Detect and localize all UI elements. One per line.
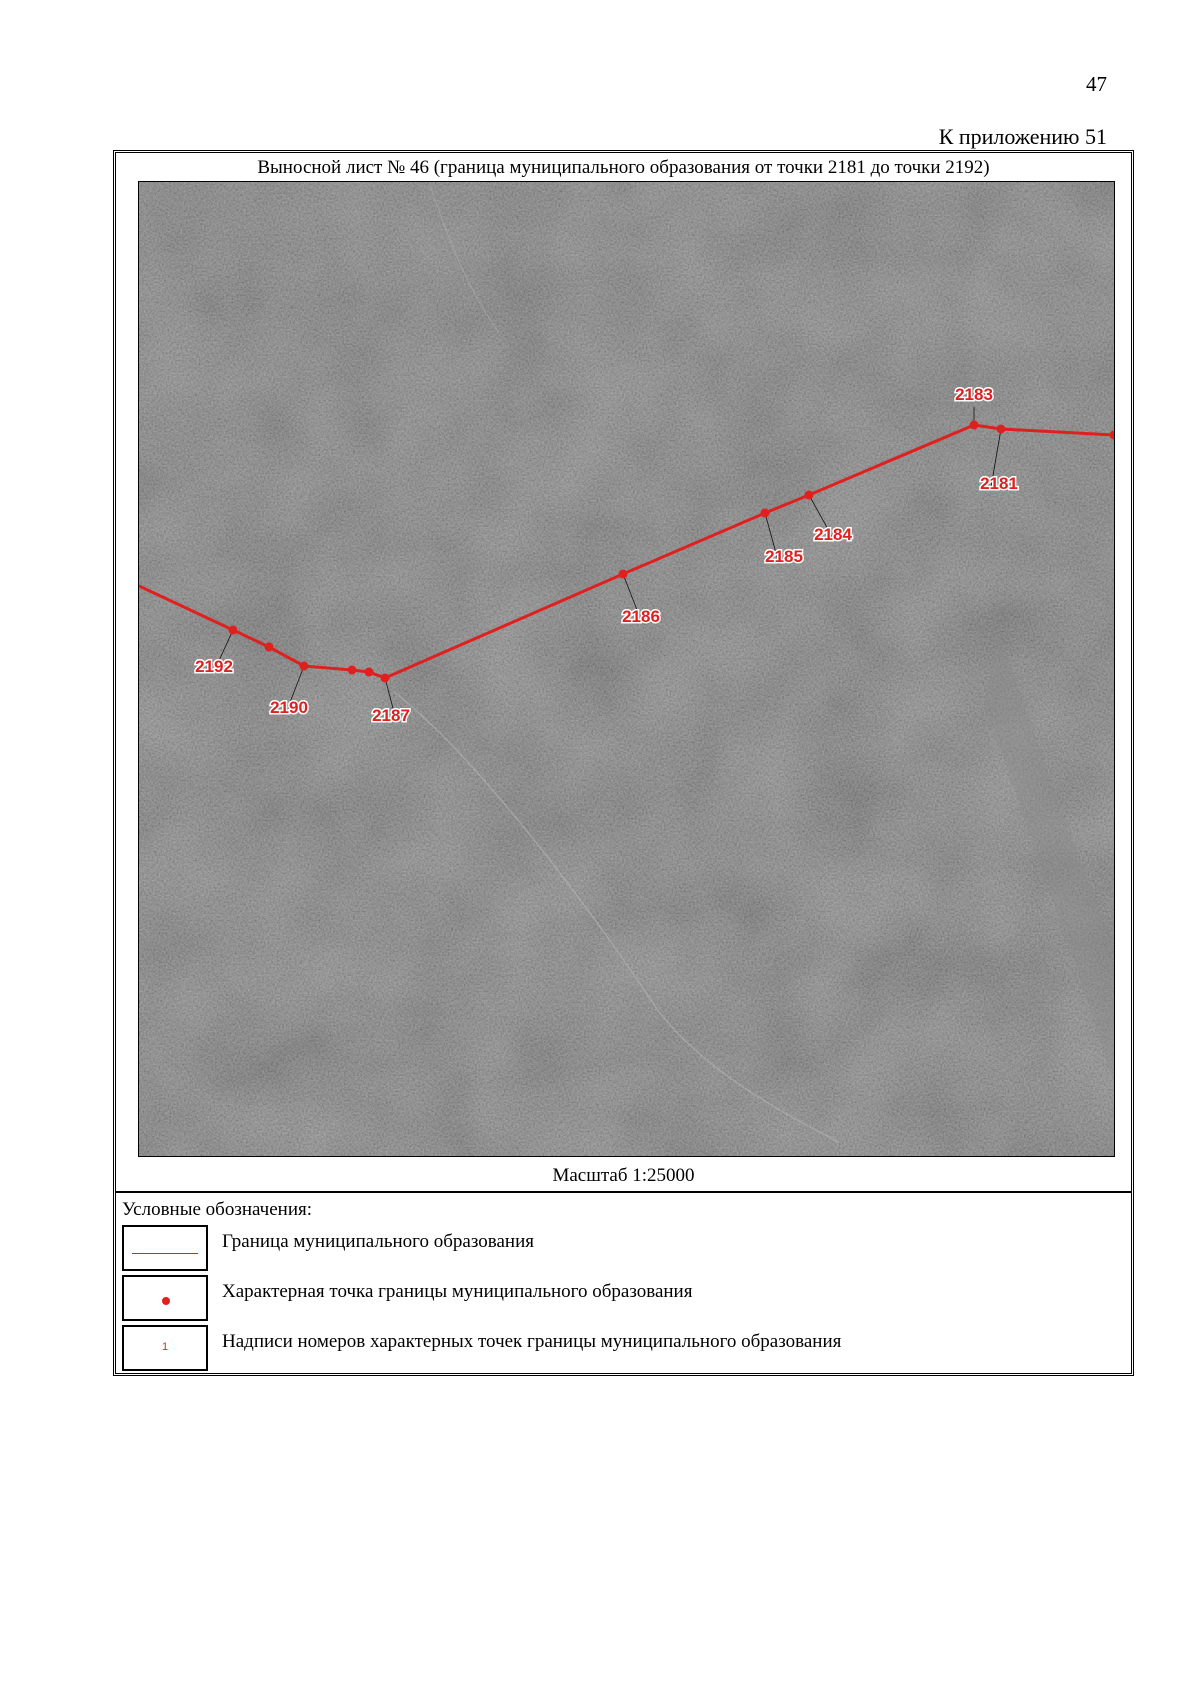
legend-item-label: Граница муниципального образования xyxy=(222,1231,534,1252)
scale-label: Масштаб 1:25000 xyxy=(552,1165,695,1186)
point-label-2185: 2185 xyxy=(765,547,803,566)
boundary-point[interactable] xyxy=(265,643,274,652)
red-line-icon xyxy=(132,1253,198,1254)
boundary-point[interactable] xyxy=(381,674,390,683)
boundary-point[interactable] xyxy=(997,425,1006,434)
boundary-point[interactable] xyxy=(619,570,628,579)
legend-title: Условные обозначения: xyxy=(122,1199,313,1220)
boundary-point[interactable] xyxy=(348,666,357,675)
point-label-2184: 2184 xyxy=(814,525,852,544)
boundary-point[interactable] xyxy=(970,421,979,430)
point-label-2181: 2181 xyxy=(980,474,1018,493)
boundary-point[interactable] xyxy=(805,491,814,500)
legend-item-boundary-line xyxy=(122,1225,1122,1271)
point-label-2183: 2183 xyxy=(955,385,993,404)
appendix-label: К приложению 51 xyxy=(938,124,1107,149)
point-label-2192: 2192 xyxy=(195,657,233,676)
red-dot-icon xyxy=(162,1297,170,1305)
legend-symbol-box xyxy=(122,1325,208,1371)
legend-item-label: Надписи номеров характерных точек границы муниципального образования xyxy=(222,1331,842,1352)
red-number-icon: 1 xyxy=(161,1341,169,1353)
page-number: 47 xyxy=(1086,72,1107,96)
legend-item-point-number xyxy=(122,1325,1122,1371)
boundary-point[interactable] xyxy=(365,668,374,677)
legend-divider xyxy=(116,1191,1131,1193)
map-canvas xyxy=(139,182,1114,1156)
point-label-2190: 2190 xyxy=(270,698,308,717)
forest-texture xyxy=(139,182,1114,1156)
point-label-2187: 2187 xyxy=(372,706,410,725)
boundary-point[interactable] xyxy=(300,662,309,671)
legend-symbol-box xyxy=(122,1275,208,1321)
legend-symbol-box xyxy=(122,1225,208,1271)
boundary-point[interactable] xyxy=(761,509,770,518)
legend-item-label: Характерная точка границы муниципального образования xyxy=(222,1281,693,1302)
sheet-frame xyxy=(113,150,1134,1376)
boundary-point[interactable] xyxy=(229,626,238,635)
point-label-2186: 2186 xyxy=(622,607,660,626)
aerial-map[interactable] xyxy=(138,181,1115,1157)
sheet-title: Выносной лист № 46 (граница муниципального образования от точки 2181 до точки 2192) xyxy=(257,157,990,178)
legend-item-boundary-point xyxy=(122,1275,1122,1321)
